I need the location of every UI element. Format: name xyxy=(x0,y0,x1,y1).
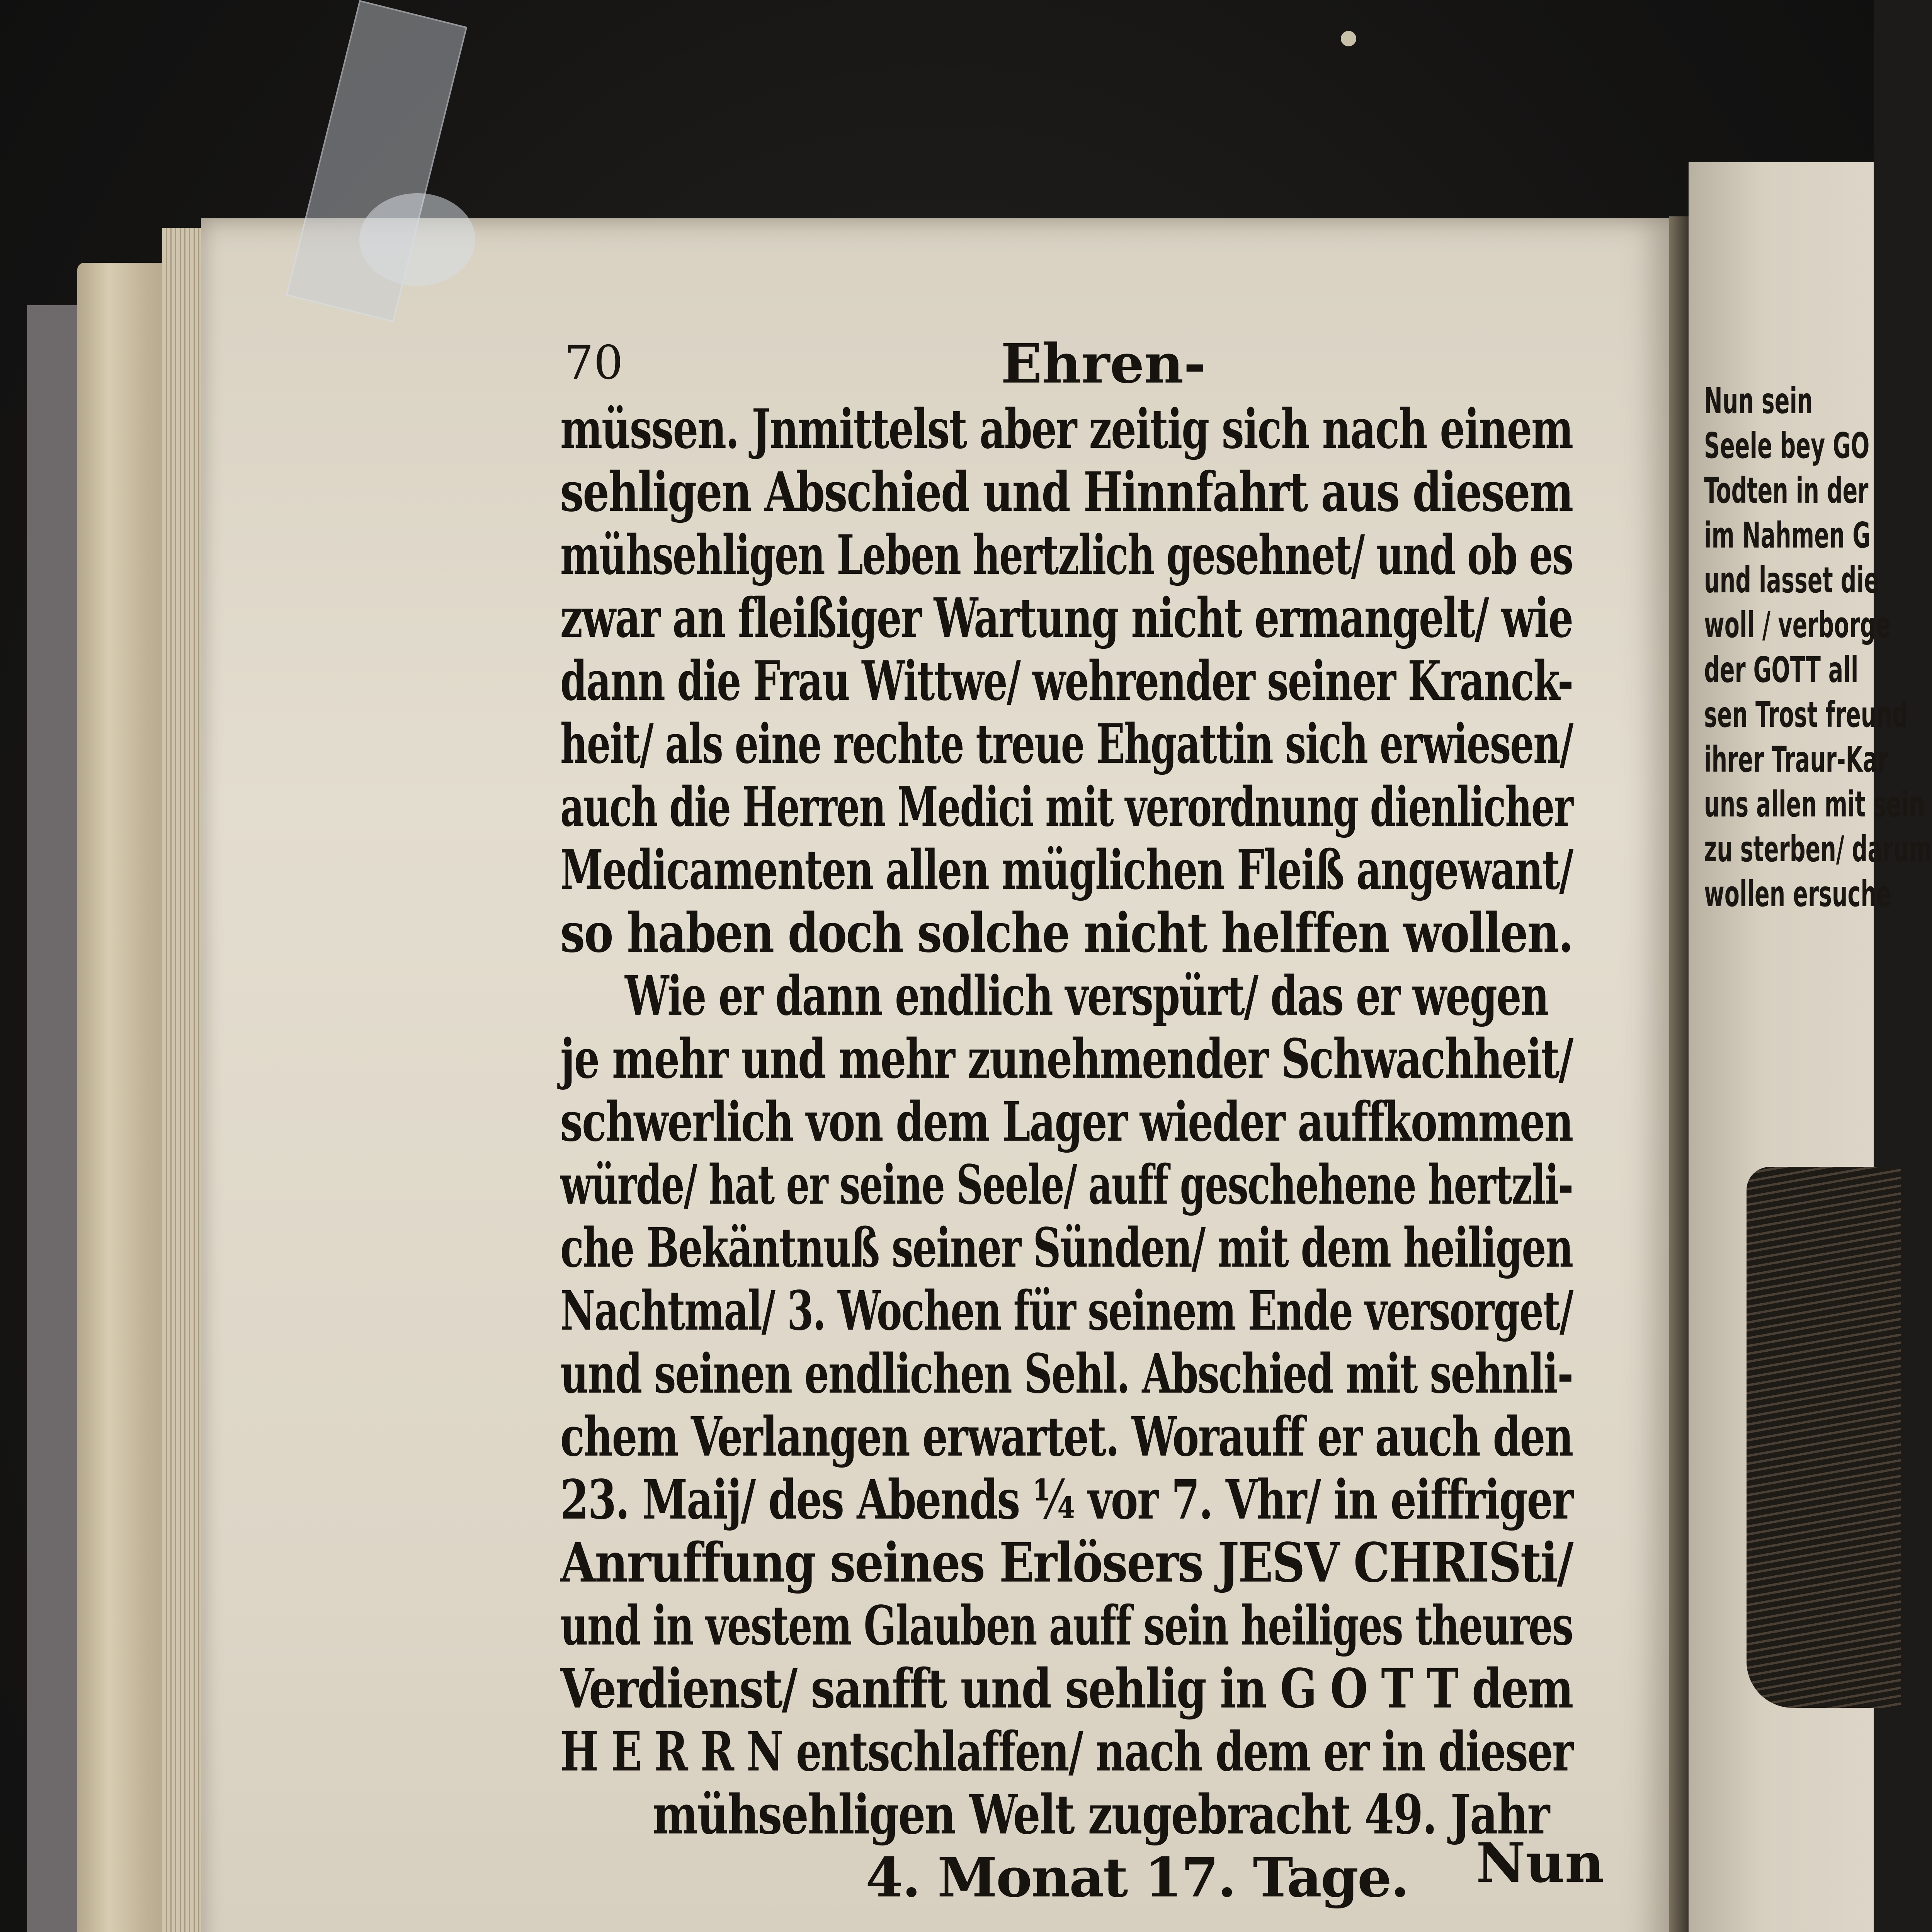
text-line: Wie er dann endlich verspürt/ das er wegen xyxy=(625,964,1549,1028)
running-head: Ehren- xyxy=(1001,332,1206,396)
text-line: mühsehligen Leben hertzlich gesehnet/ und ob es xyxy=(560,524,1573,587)
text-line: Verdienst/ sanfft und sehlig in G O T T dem xyxy=(560,1657,1573,1721)
right-line: wollen ersuche xyxy=(1704,873,1891,915)
right-line: der GOTT all xyxy=(1704,649,1859,690)
text-line: che Bekäntnuß seiner Sünden/ mit dem heiligen xyxy=(560,1216,1573,1280)
text-line: sehligen Abschied und Hinnfahrt aus diesem xyxy=(560,461,1573,524)
right-page-text xyxy=(1704,379,1932,917)
dust-speck xyxy=(1341,31,1356,46)
right-line: Seele bey GO xyxy=(1704,425,1870,466)
right-line: uns allen mit sein xyxy=(1704,784,1925,825)
right-line: Nun sein xyxy=(1704,380,1813,422)
text-line: mühsehligen Welt zugebracht 49. Jahr xyxy=(652,1783,1549,1847)
catchword: Nun xyxy=(1476,1832,1604,1895)
right-line: im Nahmen G xyxy=(1704,515,1871,556)
text-line: und seinen endlichen Sehl. Abschied mit sehnli- xyxy=(560,1342,1573,1406)
page-number: 70 xyxy=(564,336,623,390)
woodcut-illustration xyxy=(1747,1167,1901,1708)
text-line: auch die Herren Medici mit verordnung dienlicher xyxy=(560,776,1573,839)
tape-weight xyxy=(359,193,475,286)
text-line: würde/ hat er seine Seele/ auff geschehene hertzli- xyxy=(560,1153,1573,1217)
text-line: Medicamenten allen müglichen Fleiß angewant/ xyxy=(560,838,1573,902)
right-line: woll / verborge xyxy=(1704,604,1891,646)
text-line: 4. Monat 17. Tage. xyxy=(866,1846,1408,1910)
text-line: so haben doch solche nicht helffen wollen. xyxy=(560,901,1573,965)
right-line: sen Trost freund xyxy=(1704,694,1908,735)
text-line: müssen. Jnmittelst aber zeitig sich nach einem xyxy=(560,398,1573,461)
text-line: und in vestem Glauben auff sein heiliges theures xyxy=(560,1594,1573,1658)
right-page xyxy=(1689,162,1932,1932)
right-line: Todten in der xyxy=(1704,470,1869,511)
text-line: H E R R N entschlaffen/ nach dem er in dieser xyxy=(560,1720,1573,1784)
right-line: ihrer Traur-Kar xyxy=(1704,739,1889,780)
right-line: und lasset die xyxy=(1704,560,1879,601)
text-line: schwerlich von dem Lager wieder auffkommen xyxy=(560,1090,1573,1154)
text-line: je mehr und mehr zunehmender Schwachheit/ xyxy=(560,1027,1573,1091)
text-line: dann die Frau Wittwe/ wehrender seiner Kranck- xyxy=(560,650,1573,713)
text-line: Nachtmal/ 3. Wochen für seinem Ende versorget/ xyxy=(560,1279,1573,1343)
page-header xyxy=(564,332,1607,402)
text-line: chem Verlangen erwartet. Worauff er auch den xyxy=(560,1405,1573,1469)
right-line: zu sterben/ darum xyxy=(1704,828,1932,870)
body-text xyxy=(560,398,1573,1910)
text-line: 23. Maij/ des Abends ¼ vor 7. Vhr/ in eiffriger xyxy=(560,1468,1573,1532)
text-line: heit/ als eine rechte treue Ehgattin sich erwiesen/ xyxy=(560,713,1573,776)
text-line: Anruffung seines Erlösers JESV CHRISti/ xyxy=(560,1531,1573,1595)
text-line: zwar an fleißiger Wartung nicht ermangelt/ wie xyxy=(560,587,1573,650)
